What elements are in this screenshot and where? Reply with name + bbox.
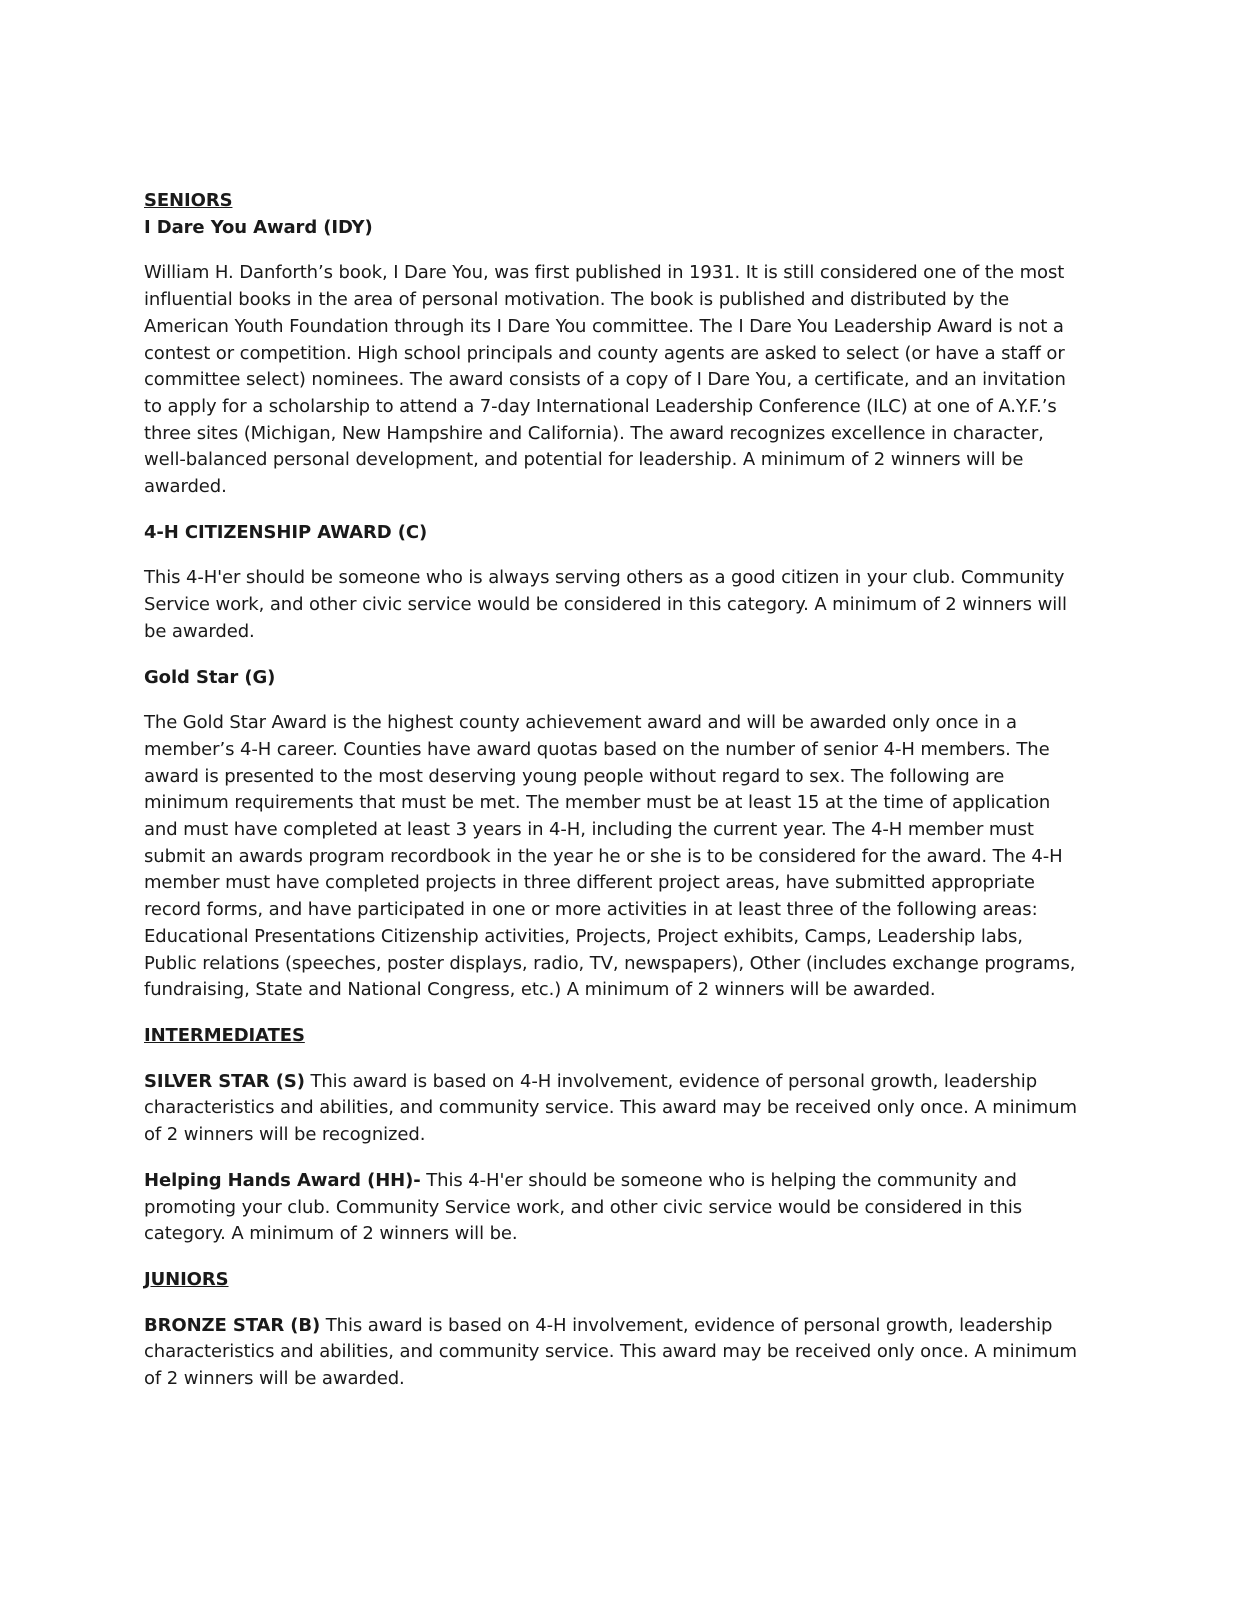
helping-hands-award-description: This 4-H'er should be someone who is helping the community and promoting your club. Community Service work, and other civic service would be considered in this category. A minimum of 2 winners will be. xyxy=(144,1169,1023,1245)
bronze-star-award-description: This award is based on 4-H involvement, evidence of personal growth, leadership characteristics and abilities, and community service. This award may be received only once. A minimum of 2 winners will be awarded. xyxy=(144,1314,1077,1390)
idy-award-description: William H. Danforth’s book, I Dare You, was first published in 1931. It is still considered one of the most influential books in the area of personal motivation. The book is published and distributed by the American Youth Foundation through its I Dare You committee. The I Dare You Leadership Award is not a contest or competition. High school principals and county agents are asked to select (or have a staff or committee select) nominees. The award consists of a copy of I Dare You, a certificate, and an invitation to apply for a scholarship to attend a 7-day International Leadership Conference (ILC) at one of A.Y.F.’s three sites (Michigan, New Hampshire and California). The award recognizes excellence in character, well-balanced personal development, and potential for leadership. A minimum of 2 winners will be awarded. xyxy=(144,262,1066,498)
silver-star-award-description: This award is based on 4-H involvement, evidence of personal growth, leadership characteristics and abilities, and community service. This award may be received only once. A minimum of 2 winners will be recognized. xyxy=(144,1070,1077,1146)
silver-star-award-title: SILVER STAR (S) xyxy=(144,1070,305,1092)
citizenship-award-title: 4-H CITIZENSHIP AWARD (C) xyxy=(144,521,428,543)
juniors-section-heading: JUNIORS xyxy=(144,1268,229,1290)
helping-hands-award-title: Helping Hands Award (HH)- xyxy=(144,1169,421,1191)
intermediates-section-heading: INTERMEDIATES xyxy=(144,1024,305,1046)
citizenship-award-description: This 4-H'er should be someone who is always serving others as a good citizen in your club. Community Service work, and other civic service would be considered in this category. A minimum of 2 winners will be awarded. xyxy=(144,567,1067,642)
document-page xyxy=(144,188,1079,1393)
gold-star-award-description: The Gold Star Award is the highest county achievement award and will be awarded only once in a member’s 4-H career. Counties have award quotas based on the number of senior 4-H members. The award is presented to the most deserving young people without regard to sex. The following are minimum requirements that must be met. The member must be at least 15 at the time of application and must have completed at least 3 years in 4-H, including the current year. The 4-H member must submit an awards program recordbook in the year he or she is to be considered for the award. The 4-H member must have completed projects in three different project areas, have submitted appropriate record forms, and have participated in one or more activities in at least three of the following areas: Educational Presentations Citizenship activities, Projects, Project exhibits, Camps, Leadership labs, Public relations (speeches, poster displays, radio, TV, newspapers), Other (includes exchange programs, fundraising, State and National Congress, etc.) A minimum of 2 winners will be awarded. xyxy=(144,712,1076,1001)
bronze-star-award-paragraph xyxy=(144,1313,1079,1393)
gold-star-award-title: Gold Star (G) xyxy=(144,666,276,688)
helping-hands-award-paragraph xyxy=(144,1168,1079,1248)
bronze-star-award-title: BRONZE STAR (B) xyxy=(144,1314,321,1336)
idy-award-title: I Dare You Award (IDY) xyxy=(144,216,373,238)
seniors-section-heading: SENIORS xyxy=(144,190,233,211)
silver-star-award-paragraph xyxy=(144,1069,1079,1149)
